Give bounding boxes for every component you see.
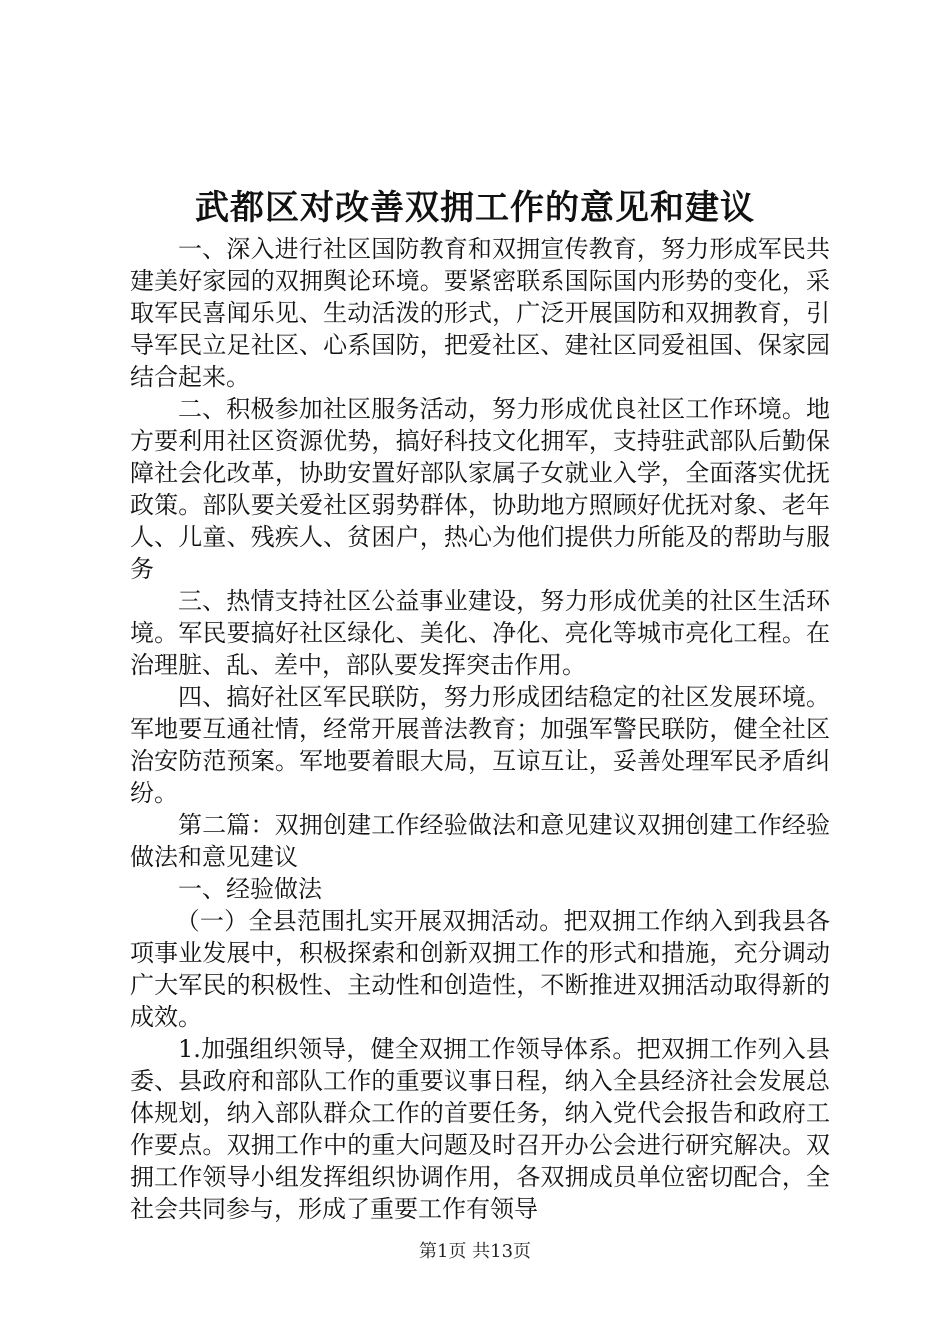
paragraph-5: 第二篇：双拥创建工作经验做法和意见建议双拥创建工作经验做法和意见建议 (130, 811, 830, 871)
paragraph-1: 一、深入进行社区国防教育和双拥宣传教育，努力形成军民共建美好家园的双拥舆论环境。要紧密联系国际国内形势的变化，采取军民喜闻乐见、生动活泼的形式，广泛开展国防和双拥教育，引导军民立足社区、心系国防，把爱社区、建社区同爱祖国、保家园结合起来。 (130, 235, 830, 391)
page-number-footer: 第1页 共13页 (418, 1241, 532, 1262)
document-title: 武都区对改善双拥工作的意见和建议 (195, 188, 755, 228)
paragraph-2: 二、积极参加社区服务活动，努力形成优良社区工作环境。地方要利用社区资源优势，搞好科技文化拥军，支持驻武部队后勤保障社会化改革，协助安置好部队家属子女就业入学，全面落实优抚政策。部队要关爱社区弱势群体，协助地方照顾好优抚对象、老年人、儿童、残疾人、贫困户，热心为他们提供力所能及的帮助与服务 (130, 395, 830, 583)
paragraph-4: 四、搞好社区军民联防，努力形成团结稳定的社区发展环境。军地要互通社情，经常开展普法教育；加强军警民联防，健全社区治安防范预案。军地要着眼大局，互谅互让，妥善处理军民矛盾纠纷。 (130, 683, 830, 807)
section-heading: 一、经验做法 (178, 875, 322, 903)
paragraph-3: 三、热情支持社区公益事业建设，努力形成优美的社区生活环境。军民要搞好社区绿化、美化、净化、亮化等城市亮化工程。在治理脏、乱、差中，部队要发挥突击作用。 (130, 587, 830, 679)
document-body (130, 233, 830, 1225)
paragraph-6: （一）全县范围扎实开展双拥活动。把双拥工作纳入到我县各项事业发展中，积极探索和创新双拥工作的形式和措施，充分调动广大军民的积极性、主动性和创造性，不断推进双拥活动取得新的成效。 (130, 907, 830, 1031)
paragraph-7: 1.加强组织领导，健全双拥工作领导体系。把双拥工作列入县委、县政府和部队工作的重要议事日程，纳入全县经济社会发展总体规划，纳入部队群众工作的首要任务，纳入党代会报告和政府工作要点。双拥工作中的重大问题及时召开办公会进行研究解决。双拥工作领导小组发挥组织协调作用，各双拥成员单位密切配合，全社会共同参与，形成了重要工作有领导 (130, 1035, 830, 1223)
